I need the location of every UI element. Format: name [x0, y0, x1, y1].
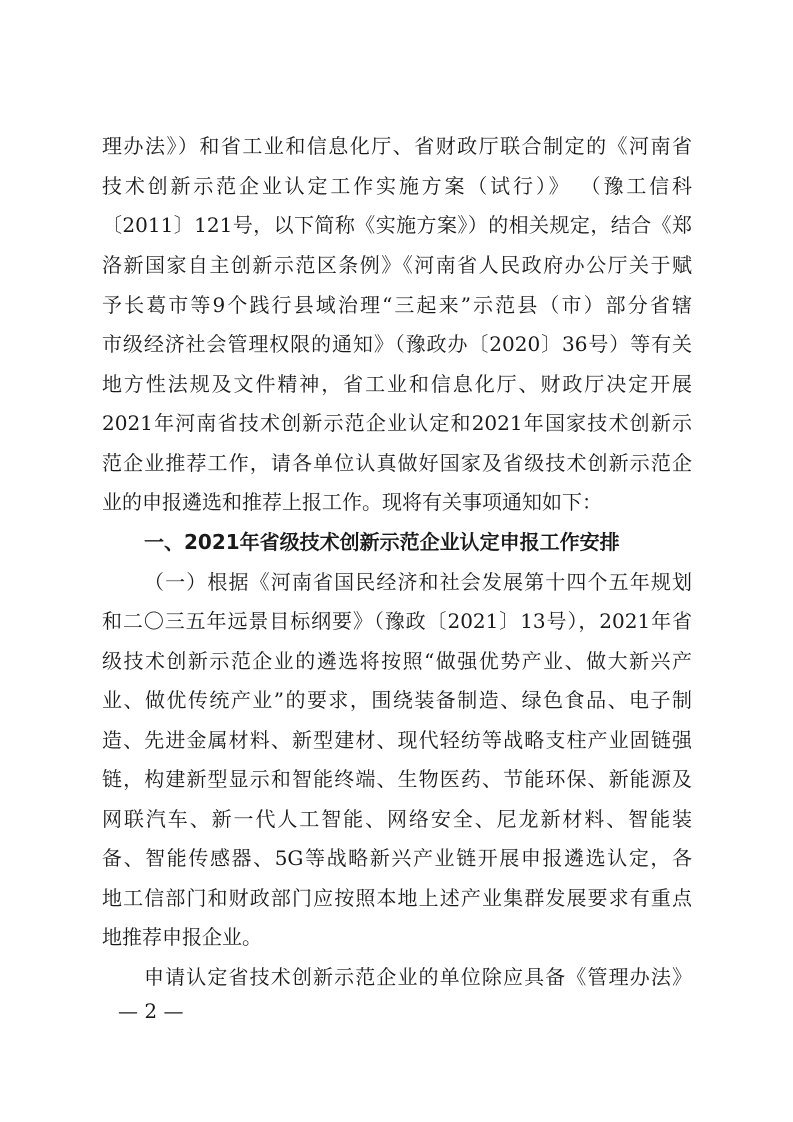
- text-line: 地方性法规及文件精神，省工业和信息化厅、财政厅决定开展: [102, 372, 692, 396]
- text-line: 网联汽车、新一代人工智能、网络安全、尼龙新材料、智能装: [102, 807, 692, 831]
- text-line: （一）根据《河南省国民经济和社会发展第十四个五年规划: [144, 570, 692, 594]
- text-line: 〔2011〕121号，以下简称《实施方案》）的相关规定，结合《郑: [102, 213, 692, 237]
- text-line: 业的申报遴选和推荐上报工作。现将有关事项通知如下：: [102, 490, 602, 514]
- text-line: 业、做优传统产业”的要求，围绕装备制造、绿色食品、电子制: [102, 688, 692, 712]
- text-line: 范企业推荐工作，请各单位认真做好国家及省级技术创新示范企: [102, 451, 692, 475]
- page-number: — 2 —: [118, 999, 184, 1023]
- text-line: 洛新国家自主创新示范区条例》《河南省人民政府办公厅关于赋: [102, 253, 692, 277]
- text-line: 地推荐申报企业。: [102, 925, 262, 949]
- text-line: 和二〇三五年远景目标纲要》（豫政〔2021〕13号），2021年省: [102, 609, 692, 633]
- text-line: 理办法》）和省工业和信息化厅、省财政厅联合制定的《河南省: [102, 134, 692, 158]
- text-line: 市级经济社会管理权限的通知》（豫政办〔2020〕36号）等有关: [102, 332, 692, 356]
- text-line: 级技术创新示范企业的遴选将按照“做强优势产业、做大新兴产: [102, 649, 692, 673]
- text-line: 造、先进金属材料、新型建材、现代轻纺等战略支柱产业固链强: [102, 728, 692, 752]
- text-line: 技术创新示范企业认定工作实施方案（试行）》 （豫工信科: [102, 174, 692, 198]
- text-line: 申请认定省技术创新示范企业的单位除应具备《管理办法》: [144, 965, 692, 989]
- section-heading: 一、2021年省级技术创新示范企业认定申报工作安排: [144, 530, 620, 554]
- text-line: 地工信部门和财政部门应按照本地上述产业集群发展要求有重点: [102, 886, 692, 910]
- text-line: 予长葛市等9个践行县域治理“三起来”示范县（市）部分省辖: [102, 293, 692, 317]
- text-line: 链，构建新型显示和智能终端、生物医药、节能环保、新能源及: [102, 767, 692, 791]
- text-line: 2021年河南省技术创新示范企业认定和2021年国家技术创新示: [102, 411, 692, 435]
- text-line: 备、智能传感器、5G等战略新兴产业链开展申报遴选认定，各: [102, 846, 692, 870]
